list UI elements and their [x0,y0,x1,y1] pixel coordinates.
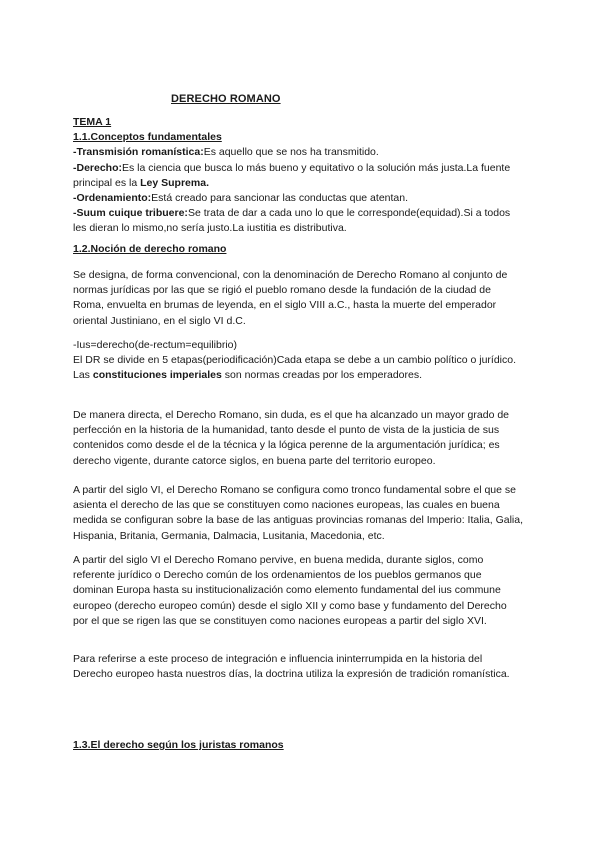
definition-bold-tail: Ley Suprema. [140,176,209,189]
constituciones-line [73,368,523,383]
etapas-line: El DR se divide en 5 etapas(periodificación)Cada etapa se debe a un cambio político o jurídico. [73,354,517,367]
paragraph [73,483,523,544]
paragraph-text: De manera directa, el Derecho Romano, sin duda, es el que ha alcanzado un mayor grado de perfección en la historia de la humanidad, tanto desde el punto de vista de la justicia de sus contenidos como desde el de la técnica y la lógica perenne de la argumentación jurídica; es derecho vigente, durante catorce siglos, en buena parte del territorio europeo. [73,409,510,467]
tema-heading: TEMA 1 [73,116,112,128]
section-1-2-heading-wrap [73,242,523,257]
paragraph-text: A partir del siglo VI, el Derecho Romano se configura como tronco fundamental sobre el que se asienta el derecho de las que se constituyen como naciones europeas, las cuales en buena medida se configuran sobre la base de las antiguas provincias romanas del Imperio: Italia, Galia, Hispania, Britania, Germania, Dalmacia, Lusitania, Macedonia, etc. [73,484,523,542]
ius-line: -Ius=derecho(de-rectum=equilibrio) [73,339,237,351]
definition-term: -Transmisión romanística: [73,146,204,159]
paragraph-text: A partir del siglo VI el Derecho Romano pervive, en buena medida, durante siglos, como referente jurídico o Derecho común de los ordenamientos de los pueblos germanos que dominan Europa hasta su institucionalización como elemento fundamental del ius commune europeo (derecho europeo común) desde el siglo XII y como base y fundamento del Derecho por el que se rigen las que se constituyen como naciones europeas a partir del siglo XVI. [73,554,507,627]
paragraph [73,338,523,384]
paragraph [73,553,523,629]
definition-text: Es la ciencia que busca lo más bueno y equitativo o la solución más justa.La fuente principal es la [73,161,511,189]
constituciones-bold: constituciones imperiales [92,369,222,382]
text-run: son normas creadas por los emperadores. [221,369,423,382]
definition-item [73,161,523,191]
section-1-1-heading: 1.1.Conceptos fundamentales [73,131,222,144]
section-1-1 [73,115,523,237]
section-1-3-heading-wrap [73,738,523,753]
paragraph-text: Se designa, de forma convencional, con la denominación de Derecho Romano al conjunto de normas jurídicas por las que se rigió el pueblo romano desde la fundación de la ciudad de Roma, envuelta en brumas de leyenda, en el siglo VIII a.C., hasta la muerte del emperador oriental Justiniano, en el siglo VI d.C. [73,269,508,327]
definition-term: -Derecho: [73,161,123,174]
paragraph [73,652,523,682]
document-title: DERECHO ROMANO [171,93,281,105]
section-1-3-heading: 1.3.El derecho según los juristas romanos [73,739,284,751]
paragraph [73,408,523,469]
definition-item [73,191,523,206]
definition-text: Se trata de dar a cada uno lo que le corresponde(equidad).Si a todos les dieran lo mismo,no sería justo.La iustitia es distributiva. [73,207,511,235]
text-run: Las [73,369,93,382]
definition-text: Está creado para sancionar las conductas que atentan. [151,192,409,205]
section-1-2-heading: 1.2.Noción de derecho romano [73,243,227,255]
definition-item [73,206,523,236]
definition-term: -Ordenamiento: [73,192,152,205]
paragraph-text: Para referirse a este proceso de integración e influencia ininterrumpida en la historia del Derecho europeo hasta nuestros días, la doctrina utiliza la expresión de tradición romanística. [73,653,510,681]
definition-item [73,145,523,160]
definition-term: -Suum cuique tribuere: [73,207,188,220]
definition-text: Es aquello que se nos ha transmitido. [203,146,379,159]
paragraph [73,268,523,329]
